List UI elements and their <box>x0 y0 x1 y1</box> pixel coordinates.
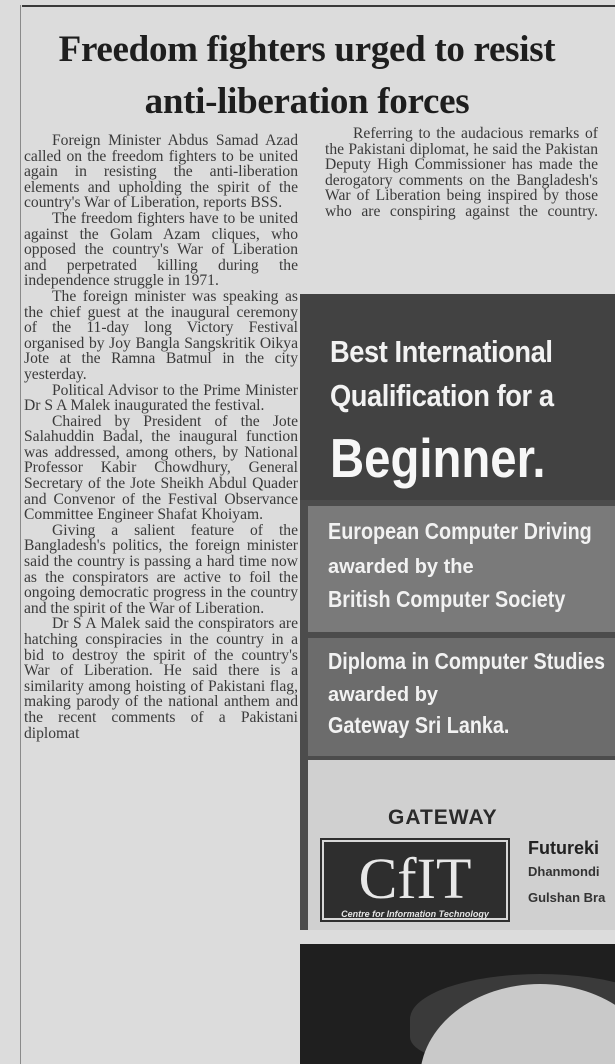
cfit-caption: Centre for Information Technology <box>341 909 489 919</box>
article-paragraph: Chaired by President of the Jote Salahuddin Badal, the inaugural function was addressed, among others, by National Professor Kabir Chowdhury, General Secretary of the Jote Sheikh Abdul Quader and Convenor of the Festival Observance Committee Engineer Shafat Khoiyam. <box>24 412 298 524</box>
article-column-left <box>24 133 298 741</box>
course-1-body: British Computer Society <box>328 586 566 612</box>
article-paragraph: The freedom fighters have to be united against the Golam Azam cliques, who opposed the country's War of Liberation and perpetrated killing during the independence struggle in 1971. <box>24 209 298 290</box>
gateway-advertisement <box>300 294 615 930</box>
article-paragraph: Dr S A Malek said the conspirators are hatching conspiracies in the country in a bid to destroy the spirit of the country's War of Liberation. He said there is a similarity among hoisting of Pakistani flag, making parody of the national anthem and the recent comments of a Pakistani diplomat <box>24 615 298 742</box>
partner-location: Gulshan Bra <box>528 890 606 905</box>
column-rule <box>20 5 21 1064</box>
ad-course-2 <box>308 638 615 756</box>
article-paragraph: Referring to the audacious remarks of the Pakistani diplomat, he said the Pakistan Deputy High Commissioner has made the derogatory comments on the Bangladesh's War of Liberation being inspired by those who are conspiring against the country. <box>325 125 598 220</box>
course-2-body: Gateway Sri Lanka. <box>328 712 510 738</box>
ad-title <box>330 330 554 418</box>
ad-title-line: Best International <box>330 334 553 369</box>
course-2-name: Diploma in Computer Studies <box>328 648 605 674</box>
news-photo <box>300 944 615 1064</box>
course-1-name: European Computer Driving <box>328 518 592 544</box>
partner-name: Futureki <box>528 838 600 858</box>
top-rule <box>22 5 615 7</box>
cfit-logo-text: CfIT <box>358 846 472 911</box>
article-column-right <box>325 126 598 220</box>
gateway-wordmark: GATEWAY <box>388 806 498 829</box>
article-headline: Freedom fighters urged to resist anti-liberation forces <box>58 29 556 122</box>
article-paragraph: The foreign minister was speaking as the chief guest at the inaugural ceremony of the 11-day long Victory Festival organised by Joy Bangla Sangskritik Oikya Jote at the Ramna Batmul in the city yesterday. <box>24 287 298 383</box>
partner-location: Dhanmondi <box>528 864 600 879</box>
course-1-awarded: awarded by the <box>328 556 474 578</box>
ad-title-line: Qualification for a <box>330 378 554 413</box>
article-paragraph: Political Advisor to the Prime Minister Dr S A Malek inaugurated the festival. <box>24 381 298 415</box>
ad-title-beginner: Beginner. <box>330 427 546 489</box>
article-paragraph: Foreign Minister Abdus Samad Azad called on the freedom fighters to be united again in resisting the anti-liberation elements and upholding the spirit of the country's War of Liberation, reports BSS. <box>24 132 298 212</box>
ad-header-band <box>300 294 615 500</box>
article-paragraph: Giving a salient feature of the Bangladesh's politics, the foreign minister said the country is passing a hard time now as the conspirators are active to foil the ongoing democratic progress in the country and the spirit of the War of Liberation. <box>24 521 298 617</box>
course-2-awarded: awarded by <box>328 684 439 706</box>
ad-course-1 <box>308 506 615 632</box>
